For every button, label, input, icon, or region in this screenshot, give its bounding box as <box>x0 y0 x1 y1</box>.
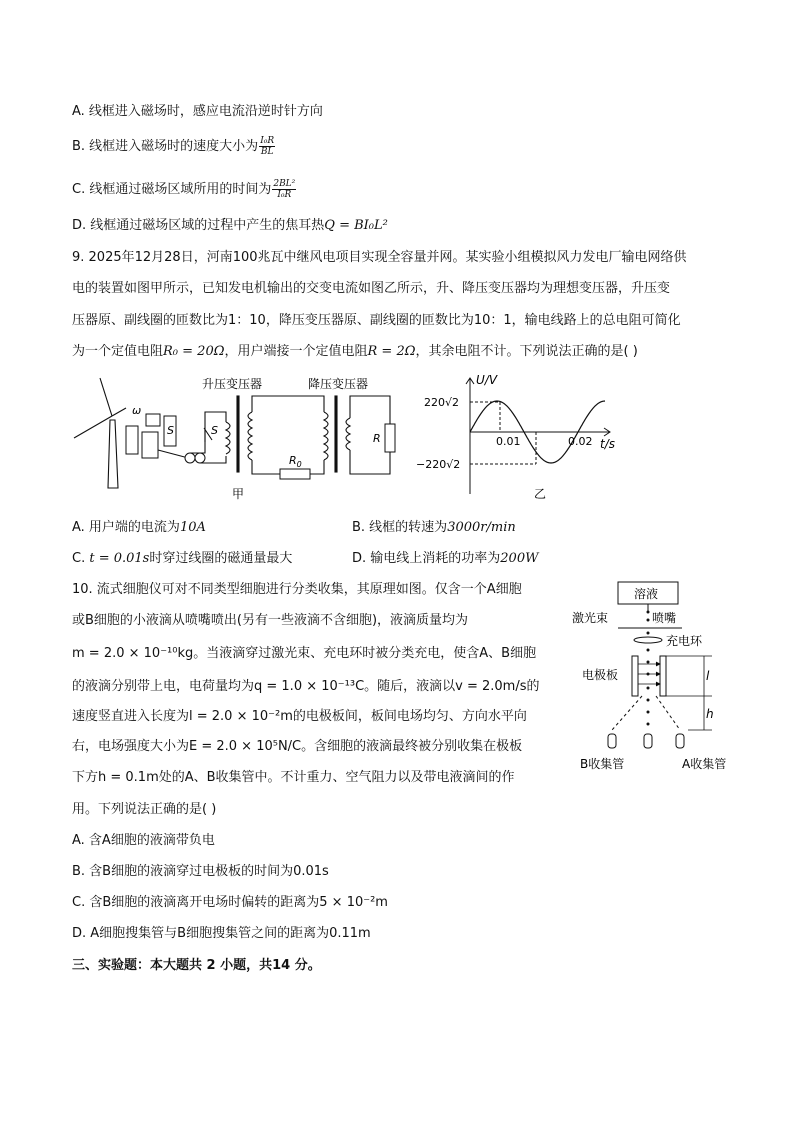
q9-option-a <box>72 518 206 538</box>
q8-option-d-text: D. 线框通过磁场区域的过程中产生的焦耳热 <box>72 218 325 233</box>
q9-option-c-value: t = 0.01s <box>89 551 150 566</box>
step-down-label: 降压变压器 <box>308 377 369 391</box>
y-max-label: 220√2 <box>424 396 460 409</box>
q9-r0-value: R₀ = 20Ω <box>163 344 225 359</box>
q9-r-value: R = 2Ω <box>367 344 416 359</box>
q10-stem-line-1: 10. 流式细胞仪可对不同类型细胞进行分类收集，其原理如图。仅含一个A细胞 <box>72 582 522 597</box>
q9-stem-line-1: 9. 2025年12月28日，河南100兆瓦中继风电项目实现全容量并网。某实验小组模拟风力发电厂输电网络供 <box>72 250 687 265</box>
r0-symbol: R <box>289 454 297 467</box>
figure-jia-caption: 甲 <box>232 487 245 501</box>
q9-option-c <box>72 549 292 569</box>
laser-label: 激光束 <box>572 611 609 625</box>
q10-option-b: B. 含B细胞的液滴穿过电极板的时间为0.01s <box>72 864 329 879</box>
q9-stem-line-3: 压器原、副线圈的匝数比为1：10，降压变压器原、副线圈的匝数比为10：1，输电线路上的总电阻可简化 <box>72 313 681 328</box>
q10-stem-line-8: 用。下列说法正确的是( ) <box>72 802 217 817</box>
q9-option-b-value: 3000r/min <box>447 520 516 535</box>
q8-option-d-math: Q = BI₀L² <box>324 218 388 233</box>
q8-option-d <box>72 216 388 236</box>
q10-option-a: A. 含A细胞的液滴带负电 <box>72 833 215 848</box>
x-axis-label: t/s <box>600 437 615 451</box>
tube-b-label: B收集管 <box>580 757 625 771</box>
section-3-heading: 三、实验题：本大题共 2 小题，共14 分。 <box>72 958 321 973</box>
q9-text: 为一个定值电阻 <box>72 344 164 359</box>
tick-label-0-02: 0.02 <box>568 435 593 448</box>
step-up-label: 升压变压器 <box>202 377 263 391</box>
q9-stem-line-2: 电的装置如图甲所示，已知发电机输出的交变电流如图乙所示，升、降压变压器均为理想变压器，升压变 <box>72 281 671 296</box>
s-box-label: S <box>167 424 174 437</box>
field-lines <box>638 662 660 686</box>
resistor-r0 <box>280 469 310 479</box>
left-plate <box>632 656 638 696</box>
q9-option-a-text: A. 用户端的电流为 <box>72 520 180 535</box>
q10-stem-line-6: 右，电场强度大小为E = 2.0 × 10⁵N/C。含细胞的液滴最终被分别收集在极板 <box>72 739 523 754</box>
y-min-label: −220√2 <box>416 458 461 471</box>
h-dimension-label: h <box>706 707 714 721</box>
charging-ring <box>634 637 662 643</box>
q10-stem-line-3: m = 2.0 × 10⁻¹⁰kg。当液滴穿过激光束、充电环时被分类充电，使含A、B细胞 <box>72 646 537 661</box>
q8-option-a: A. 线框进入磁场时，感应电流沿逆时针方向 <box>72 104 323 119</box>
fraction-denominator: I₀R <box>277 190 292 200</box>
q10-option-c: C. 含B细胞的液滴离开电场时偏转的距离为5 × 10⁻²m <box>72 895 388 910</box>
q9-option-d <box>352 549 538 569</box>
fraction-numerator: I₀R <box>260 136 275 146</box>
figure-yi-caption: 乙 <box>534 487 547 501</box>
figure-jia-circuit <box>68 372 408 508</box>
r-label: R <box>373 432 381 445</box>
q10-stem-line-2: 或B细胞的小液滴从喷嘴喷出(另有一些液滴不含细胞)，液滴质量均为 <box>72 613 469 628</box>
q9-option-c-text: C. <box>72 551 86 566</box>
q9-option-a-value: 10A <box>179 520 206 535</box>
tick-label-0-01: 0.01 <box>496 435 521 448</box>
q8-option-b-text: B. 线框进入磁场时的速度大小为 <box>72 139 259 154</box>
step-up-transformer <box>226 396 284 474</box>
q9-option-c-text: 时穿过线圈的磁通量最大 <box>149 551 293 566</box>
switch-s-label: S <box>211 424 218 437</box>
q10-option-d: D. A细胞搜集管与B细胞搜集管之间的距离为0.11m <box>72 926 371 941</box>
q9-stem-line-4 <box>72 342 638 362</box>
q10-stem-line-7: 下方h = 0.1m处的A、B收集管中。不计重力、空气阻力以及带电液滴间的作 <box>72 770 515 785</box>
q8-option-b-fraction <box>259 136 275 157</box>
r0-subscript: 0 <box>296 460 302 469</box>
q9-text: ，其余电阻不计。下列说法正确的是( ) <box>415 344 638 359</box>
q8-option-c-text: C. 线框通过磁场区域所用的时间为 <box>72 182 272 197</box>
resistor-r <box>385 424 395 452</box>
nozzle-label: 喷嘴 <box>652 611 677 625</box>
q8-option-c <box>72 179 297 200</box>
q9-option-d-text: D. 输电线上消耗的功率为 <box>352 551 501 566</box>
r0-label <box>289 454 302 469</box>
generator-icon <box>126 414 205 463</box>
q8-option-c-fraction <box>272 179 296 200</box>
fraction-numerator: 2BL² <box>273 179 296 189</box>
deflection-paths <box>612 696 680 730</box>
wind-turbine-icon <box>74 378 126 488</box>
q9-text: ，用户端接一个定值电阻 <box>224 344 368 359</box>
q10-stem-line-5: 速度竖直进入长度为l = 2.0 × 10⁻²m的电极板间，板间电场均匀、方向水平向 <box>72 709 527 724</box>
figure-flow-cytometer <box>572 578 752 774</box>
tube-a-label: A收集管 <box>682 757 727 771</box>
y-axis-label: U/V <box>476 373 498 387</box>
figure-yi-voltage-graph <box>410 372 630 508</box>
q10-stem-line-4: 的液滴分别带上电，电荷量均为q = 1.0 × 10⁻¹³C。随后，液滴以v = 2.0m/s的 <box>72 679 540 694</box>
q9-option-b-text: B. 线框的转速为 <box>352 520 448 535</box>
q8-option-b <box>72 136 276 157</box>
right-plate <box>660 656 666 696</box>
q9-option-d-value: 200W <box>500 551 539 566</box>
fraction-denominator: BL <box>260 147 274 157</box>
ring-label: 充电环 <box>666 634 703 648</box>
solution-label: 溶液 <box>634 587 659 601</box>
collection-tubes <box>608 734 684 748</box>
plate-label: 电极板 <box>582 668 619 682</box>
omega-label: ω <box>132 404 142 417</box>
l-dimension-label: l <box>706 669 710 683</box>
q9-option-b <box>352 518 516 538</box>
